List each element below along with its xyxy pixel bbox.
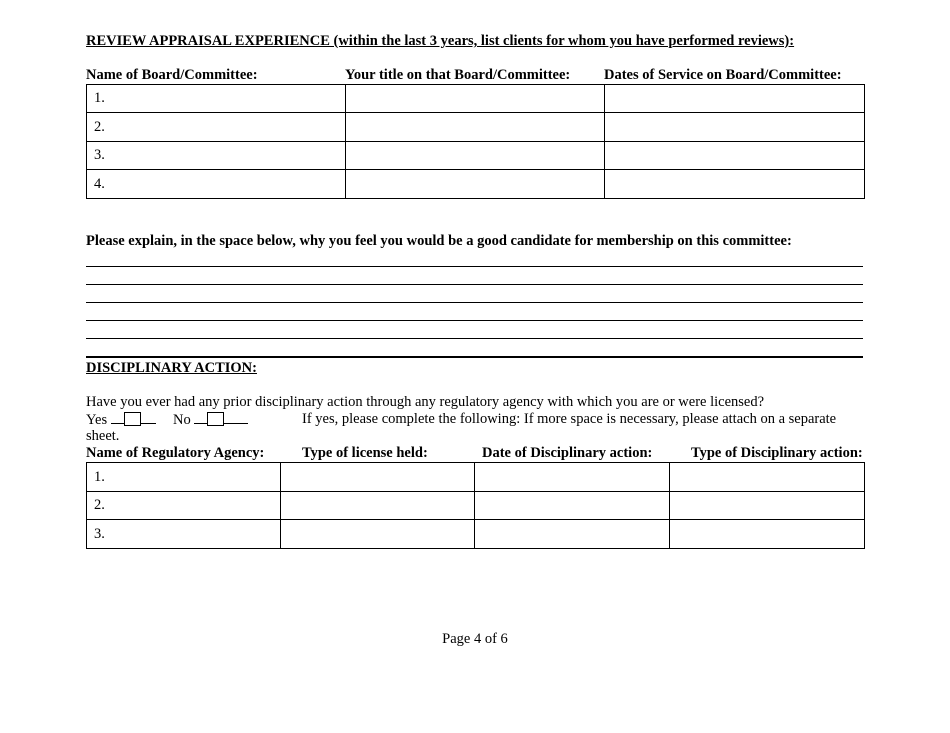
review-title-cell[interactable] xyxy=(346,85,605,113)
table-row xyxy=(87,170,865,199)
answer-line[interactable] xyxy=(86,338,863,339)
disciplinary-table xyxy=(86,462,865,549)
review-row-number: 4. xyxy=(87,170,346,199)
disc-date-cell[interactable] xyxy=(475,463,670,492)
review-title-cell[interactable] xyxy=(346,170,605,199)
disc-type-cell[interactable] xyxy=(670,492,865,520)
review-dates-cell[interactable] xyxy=(605,85,865,113)
disc-row-number: 1. xyxy=(87,463,281,492)
review-row-number: 3. xyxy=(87,142,346,170)
table-row xyxy=(87,113,865,142)
table-row xyxy=(87,85,865,113)
table-row xyxy=(87,520,865,549)
review-dates-cell[interactable] xyxy=(605,142,865,170)
disciplinary-section-title: DISCIPLINARY ACTION: xyxy=(86,360,257,376)
no-label: No xyxy=(172,412,191,428)
disc-col-header-agency: Name of Regulatory Agency: xyxy=(86,445,265,461)
answer-line[interactable] xyxy=(86,302,863,303)
disc-license-cell[interactable] xyxy=(281,520,475,549)
answer-line[interactable] xyxy=(86,320,863,321)
disc-date-cell[interactable] xyxy=(475,492,670,520)
disc-col-header-date: Date of Disciplinary action: xyxy=(482,445,653,461)
yes-no-row xyxy=(86,411,248,429)
review-table xyxy=(86,84,865,199)
disc-license-cell[interactable] xyxy=(281,492,475,520)
review-col-header-name: Name of Board/Committee: xyxy=(86,67,258,83)
disc-license-cell[interactable] xyxy=(281,463,475,492)
disc-type-cell[interactable] xyxy=(670,463,865,492)
no-checkbox[interactable] xyxy=(207,412,224,426)
review-row-number: 1. xyxy=(87,85,346,113)
page-number: Page 4 of 6 xyxy=(442,631,508,647)
table-row xyxy=(87,463,865,492)
disciplinary-question: Have you ever had any prior disciplinary action through any regulatory agency with which you are or were licensed? xyxy=(86,394,765,410)
answer-line[interactable] xyxy=(86,266,863,267)
yes-checkbox[interactable] xyxy=(124,412,141,426)
review-section-title: REVIEW APPRAISAL EXPERIENCE (within the last 3 years, list clients for whom you have performed reviews): xyxy=(86,33,795,49)
table-row xyxy=(87,492,865,520)
disc-date-cell[interactable] xyxy=(475,520,670,549)
review-col-header-dates: Dates of Service on Board/Committee: xyxy=(604,67,842,83)
review-col-header-title: Your title on that Board/Committee: xyxy=(345,67,571,83)
review-dates-cell[interactable] xyxy=(605,170,865,199)
disciplinary-instruction: If yes, please complete the following: If more space is necessary, please attach on a separate xyxy=(302,411,837,427)
answer-line[interactable] xyxy=(86,284,863,285)
explain-prompt: Please explain, in the space below, why you feel you would be a good candidate for membership on this committee: xyxy=(86,233,792,249)
review-row-number: 2. xyxy=(87,113,346,142)
yes-label: Yes xyxy=(86,412,108,428)
table-row xyxy=(87,142,865,170)
disc-row-number: 3. xyxy=(87,520,281,549)
disc-col-header-type: Type of Disciplinary action: xyxy=(691,445,863,461)
disc-col-header-license: Type of license held: xyxy=(302,445,428,461)
review-title-cell[interactable] xyxy=(346,142,605,170)
disc-type-cell[interactable] xyxy=(670,520,865,549)
disciplinary-instruction-cont: sheet. xyxy=(86,428,120,444)
review-title-cell[interactable] xyxy=(346,113,605,142)
section-divider xyxy=(86,356,863,358)
review-dates-cell[interactable] xyxy=(605,113,865,142)
disc-row-number: 2. xyxy=(87,492,281,520)
